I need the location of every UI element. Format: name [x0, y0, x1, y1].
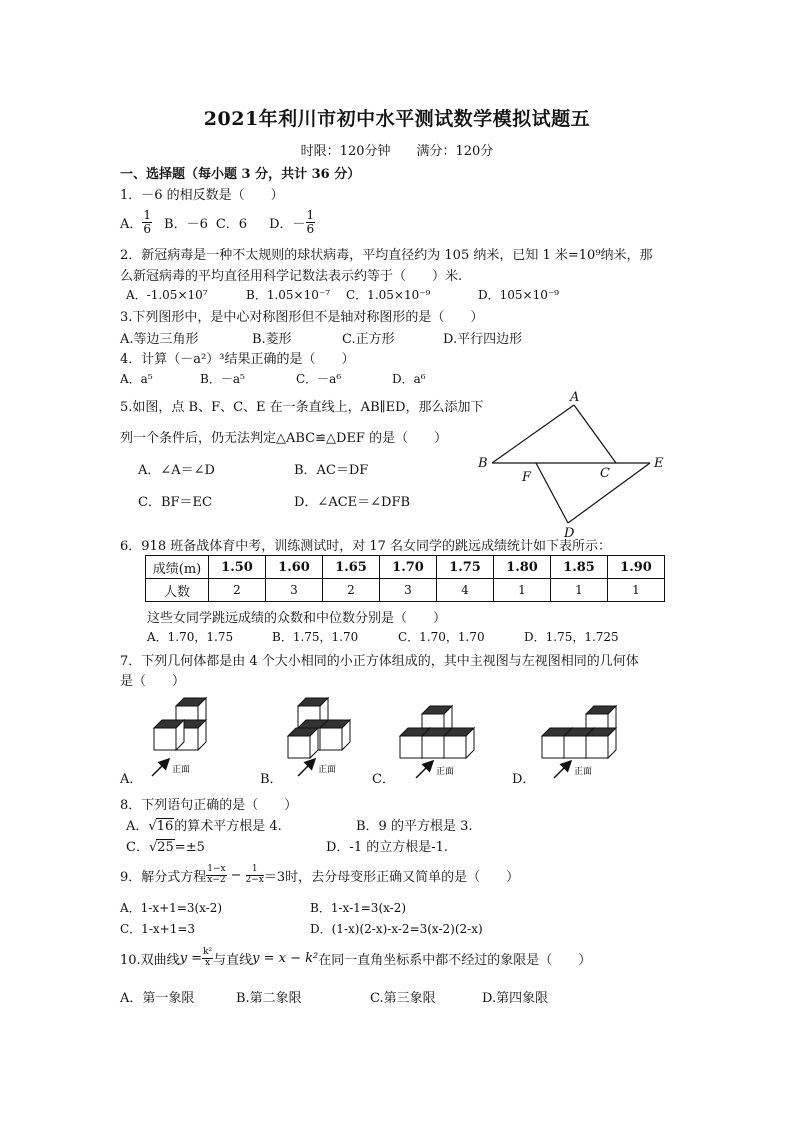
front-label: 正面 [574, 767, 593, 777]
q1-options [120, 206, 315, 238]
q2-stem-line1: 2．新冠病毒是一种不太规则的球状病毒，平均直径约为 105 纳米，已知 1 米=10⁹纳米，那 [120, 248, 653, 263]
q4-option-c: C．－a⁶ [296, 372, 342, 386]
q1-option-d: D．－ [269, 216, 306, 232]
q5-option-a: A．∠A＝∠D [138, 463, 215, 478]
q1-option-c: C．6 [215, 216, 248, 232]
q7-option-c: C． [372, 772, 395, 787]
segment-ac [574, 405, 616, 463]
table-cell: 2 [323, 579, 380, 602]
q3-option-c: C.正方形 [342, 332, 395, 347]
q4-stem: 4．计算（－a²）³结果正确的是（ ） [120, 352, 355, 367]
q5-triangle-figure [470, 385, 680, 540]
q2-option-b: B．1.05×10⁻⁷ [246, 288, 331, 302]
q9-fraction-1: $\frac{1-x}{x-2}$ [207, 864, 226, 885]
q9-option-d: D．(1-x)(2-x)-x-2=3(x-2)(2-x) [310, 922, 483, 936]
label-b: B [478, 456, 488, 471]
q6-option-b: B．1.75，1.70 [272, 630, 359, 644]
q1-option-a-fraction: $\frac{1}{6}$ [143, 207, 152, 236]
q3-option-d: D.平行四边形 [443, 332, 523, 347]
q8-option-b: B．9 的平方根是 3. [356, 819, 473, 834]
q9-option-b: B．1-x-1=3(x-2) [310, 901, 407, 915]
table-row [146, 579, 665, 602]
label-d: D [564, 526, 575, 540]
segment-fd [536, 463, 568, 523]
q7-stem-line1: 7．下列几何体都是由 4 个大小相同的小正方体组成的，其中主视图与左视图相同的几何体 [120, 654, 639, 669]
table-cell: 3 [266, 579, 323, 602]
page-title: 2021年利川市初中水平测试数学模拟试题五 [203, 108, 591, 130]
q7-solid-c [392, 700, 502, 782]
label-e: E [654, 456, 664, 471]
q8-option-c: C．√25=±5 [126, 840, 205, 855]
label-a: A [570, 390, 580, 405]
table-cell: 1.70 [380, 556, 437, 579]
q2-stem-line2: 么新冠病毒的平均直径用科学记数法表示约等于（ ）米. [120, 269, 463, 284]
q2-option-a: A．-1.05×10⁷ [126, 288, 208, 302]
q8-option-a: A．√16的算术平方根是 4. [126, 819, 282, 834]
q3-stem: 3.下列图形中，是中心对称图形但不是轴对称图形的是（ ） [120, 310, 484, 325]
table-row [146, 556, 665, 579]
q4-option-b: B．－a⁵ [200, 372, 245, 386]
q4-option-d: D．a⁶ [392, 372, 426, 386]
q8-option-d: D．-1 的立方根是-1. [326, 840, 449, 855]
q3-option-b: B.菱形 [252, 332, 292, 347]
label-c: C [600, 466, 610, 481]
front-label: 正面 [172, 765, 191, 775]
exam-info: 时限：120分钟 满分：120分 [300, 144, 494, 159]
front-label: 正面 [318, 765, 337, 775]
q5-option-d: D．∠ACE＝∠DFB [294, 495, 411, 510]
table-cell: 4 [437, 579, 494, 602]
q9-fraction-2: $\frac{1}{2-x}$ [245, 864, 264, 885]
table-cell: 3 [380, 579, 437, 602]
label-f: F [522, 470, 532, 485]
table-cell: 1.75 [437, 556, 494, 579]
table-cell: 1.80 [494, 556, 551, 579]
q1-stem: 1．－6 的相反数是（ ） [120, 188, 284, 203]
q6-option-c: C．1.70，1.70 [398, 630, 485, 644]
q7-option-b: B． [260, 772, 283, 787]
q9-stem: 9．解分式方程 $\frac{1-x}{x-2}$ − $\frac{1}{2-x}$ ＝3时，去分母变形正确又简单的是（ ） [120, 864, 520, 885]
table-cell: 1 [551, 579, 608, 602]
q6-question: 这些女同学跳远成绩的众数和中位数分别是（ ） [147, 611, 447, 626]
front-arrow-icon [416, 762, 432, 778]
table-cell: 1.85 [551, 556, 608, 579]
table-cell: 1.90 [608, 556, 665, 579]
table-cell: 1 [608, 579, 665, 602]
q6-stem: 6．918 班备战体育中考，训练测试时，对 17 名女同学的跳远成绩统计如下表所示： [120, 539, 612, 554]
q3-option-a: A.等边三角形 [120, 332, 199, 347]
q9-option-a: A．1-x+1=3(x-2) [120, 901, 223, 915]
q10-fraction: $\frac{\text{k²}}{x}$ [203, 947, 213, 968]
q4-option-a: A．a⁵ [120, 372, 153, 386]
section-heading: 一、选择题（每小题 3 分，共计 36 分） [120, 167, 361, 182]
q7-solid-a [140, 692, 240, 782]
q10-option-c: C.第三象限 [370, 991, 436, 1006]
q5-option-c: C．BF＝EC [138, 495, 212, 510]
q10-stem: 10.双曲线 y = $\frac{\text{k²}}{x}$ 与直线 y = x − k² 在同一直角坐标系中都不经过的象限是（ ） [120, 947, 592, 968]
q6-data-table [145, 555, 665, 602]
sqrt-icon: √ [148, 819, 157, 834]
segment-ab [492, 405, 574, 463]
table-cell: 2 [209, 579, 266, 602]
front-arrow-icon [152, 760, 168, 776]
q2-option-c: C．1.05×10⁻⁹ [346, 288, 431, 302]
q1-option-b: B．－6 [164, 216, 208, 232]
q7-solid-b [278, 692, 378, 782]
q2-option-d: D．105×10⁻⁹ [478, 288, 559, 302]
table-cell: 人数 [146, 579, 209, 602]
q1-option-a: A． [120, 216, 143, 232]
sqrt-icon: √ [148, 840, 158, 855]
front-arrow-icon [298, 760, 314, 776]
q5-stem-line1: 5.如图，点 B、F、C、E 在一条直线上，AB∥ED，那么添加下 [120, 400, 484, 415]
q7-option-a: A． [120, 772, 143, 787]
table-cell: 1.65 [323, 556, 380, 579]
q8-stem: 8．下列语句正确的是（ ） [120, 798, 298, 813]
q6-option-d: D．1.75，1.725 [524, 630, 619, 644]
front-label: 正面 [436, 767, 455, 777]
q7-option-d: D． [512, 772, 536, 787]
q7-solid-d [540, 700, 650, 782]
q1-option-d-fraction: $\frac{1}{6}$ [306, 207, 315, 236]
table-cell: 1 [494, 579, 551, 602]
table-cell: 1.50 [209, 556, 266, 579]
q9-option-c: C．1-x+1=3 [120, 922, 196, 936]
q10-option-b: B.第二象限 [236, 991, 302, 1006]
q6-option-a: A．1.70，1.75 [147, 630, 234, 644]
table-cell: 成绩(m) [146, 556, 209, 579]
q5-stem-line2: 列一个条件后，仍无法判定△ABC≌△DEF 的是（ ） [120, 431, 448, 446]
table-cell: 1.60 [266, 556, 323, 579]
front-arrow-icon [554, 762, 570, 778]
q10-option-a: A．第一象限 [120, 991, 195, 1006]
q10-option-d: D.第四象限 [482, 991, 549, 1006]
q5-option-b: B．AC＝DF [294, 463, 369, 478]
q7-stem-line2: 是（ ） [120, 674, 186, 689]
